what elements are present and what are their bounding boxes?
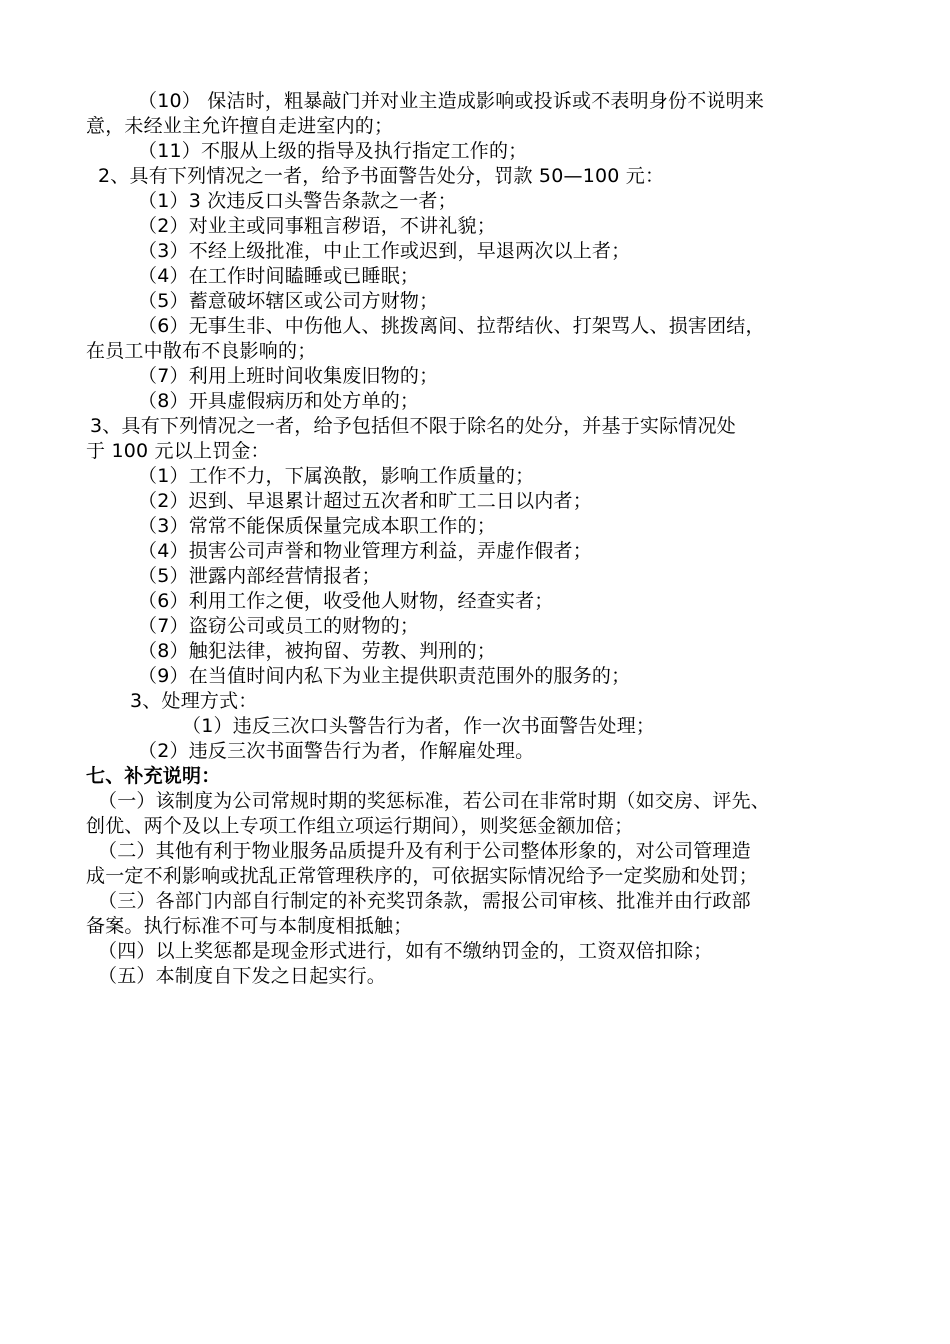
text-line: 于 100 元以上罚金： bbox=[86, 440, 270, 462]
text-line: 2、具有下列情况之一者，给予书面警告处分，罚款 50—100 元： bbox=[98, 165, 665, 187]
text-line: （5）泄露内部经营情报者； bbox=[138, 565, 381, 587]
text-line: （11）不服从上级的指导及执行指定工作的； bbox=[138, 140, 528, 162]
text-line: （四）以上奖惩都是现金形式进行，如有不缴纳罚金的，工资双倍扣除； bbox=[98, 940, 713, 962]
text-line: （7）盗窃公司或员工的财物的； bbox=[138, 615, 420, 637]
text-line: 意，未经业主允许擅自走进室内的； bbox=[86, 115, 394, 137]
text-line: （9）在当值时间内私下为业主提供职责范围外的服务的； bbox=[138, 665, 631, 687]
text-line: （7）利用上班时间收集废旧物的； bbox=[138, 365, 439, 387]
text-line: （10） 保洁时，粗暴敲门并对业主造成影响或投诉或不表明身份不说明来 bbox=[138, 90, 765, 112]
text-line: （一）该制度为公司常规时期的奖惩标准，若公司在非常时期（如交房、评先、 bbox=[98, 790, 771, 812]
text-line: （4）损害公司声誉和物业管理方利益，弄虚作假者； bbox=[138, 540, 592, 562]
text-line: （2）迟到、早退累计超过五次者和旷工二日以内者； bbox=[138, 490, 592, 512]
text-line: （1）3 次违反口头警告条款之一者； bbox=[138, 190, 457, 212]
text-line: （三）各部门内部自行制定的补充奖罚条款，需报公司审核、批准并由行政部 bbox=[98, 890, 751, 912]
text-line: 3、具有下列情况之一者，给予包括但不限于除名的处分，并基于实际情况处 bbox=[90, 415, 736, 437]
text-line: 成一定不利影响或扰乱正常管理秩序的，可依据实际情况给予一定奖励和处罚； bbox=[86, 865, 759, 887]
text-line: （3）常常不能保质保量完成本职工作的； bbox=[138, 515, 496, 537]
text-line: （6）无事生非、中伤他人、挑拨离间、拉帮结伙、打架骂人、损害团结， bbox=[138, 315, 765, 337]
text-line: （2）违反三次书面警告行为者，作解雇处理。 bbox=[138, 740, 535, 762]
text-line: 创优、两个及以上专项工作组立项运行期间），则奖惩金额加倍； bbox=[86, 815, 634, 837]
text-line: （5）蓄意破坏辖区或公司方财物； bbox=[138, 290, 439, 312]
text-line: 3、处理方式： bbox=[130, 690, 258, 712]
section-heading: 七、补充说明： bbox=[86, 765, 221, 787]
text-line: （4）在工作时间瞌睡或已睡眠； bbox=[138, 265, 420, 287]
text-line: 在员工中散布不良影响的； bbox=[86, 340, 317, 362]
text-line: （1）工作不力，下属涣散，影响工作质量的； bbox=[138, 465, 535, 487]
text-line: （3）不经上级批准，中止工作或迟到，早退两次以上者； bbox=[138, 240, 631, 262]
text-line: （二）其他有利于物业服务品质提升及有利于公司整体形象的，对公司管理造 bbox=[98, 840, 751, 862]
text-line: 备案。执行标准不可与本制度相抵触； bbox=[86, 915, 413, 937]
text-line: （8）触犯法律，被拘留、劳教、判刑的； bbox=[138, 640, 496, 662]
text-line: （8）开具虚假病历和处方单的； bbox=[138, 390, 420, 412]
text-line: （2）对业主或同事粗言秽语，不讲礼貌； bbox=[138, 215, 496, 237]
text-line: （1）违反三次口头警告行为者，作一次书面警告处理； bbox=[182, 715, 656, 737]
text-line: （6）利用工作之便，收受他人财物，经查实者； bbox=[138, 590, 554, 612]
text-line: （五）本制度自下发之日起实行。 bbox=[98, 965, 387, 987]
